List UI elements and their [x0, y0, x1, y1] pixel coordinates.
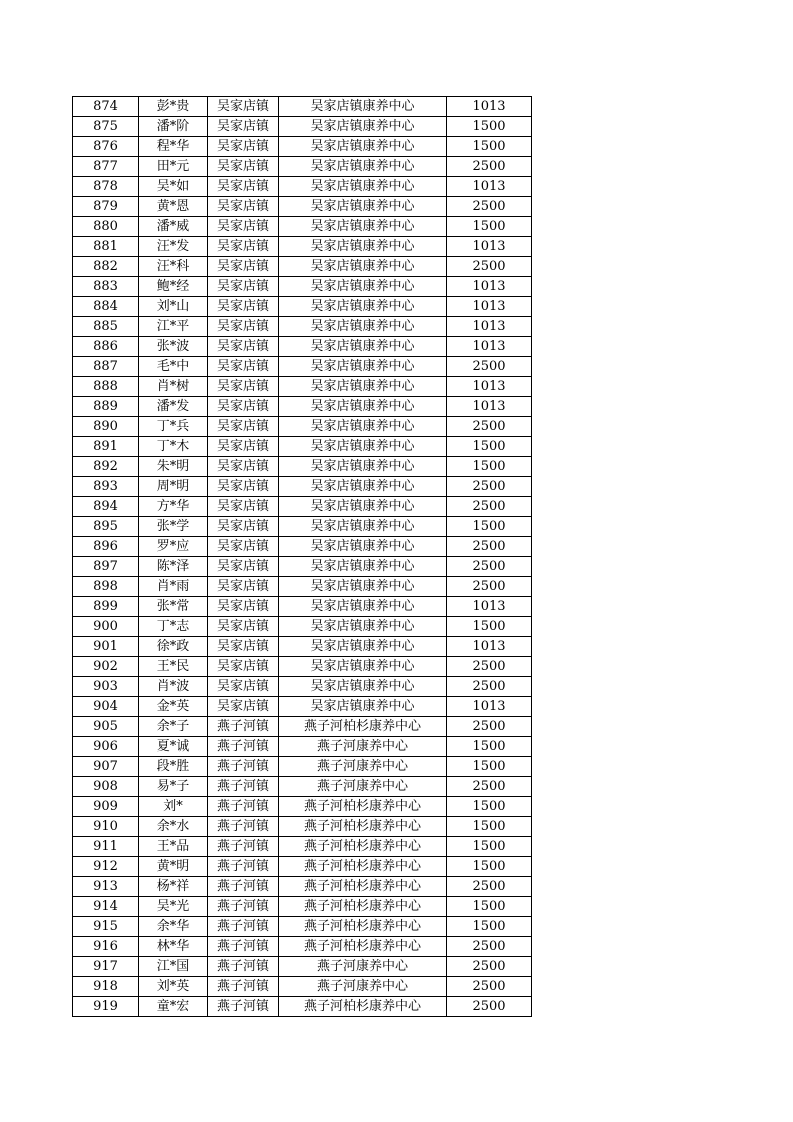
row-number-cell: 885: [73, 317, 139, 337]
table-row: [73, 377, 532, 397]
center-cell: 吴家店镇康养中心: [279, 237, 447, 257]
table-row: [73, 657, 532, 677]
row-number-cell: 917: [73, 957, 139, 977]
table-row: [73, 637, 532, 657]
amount-cell: 2500: [447, 957, 532, 977]
center-cell: 燕子河柏杉康养中心: [279, 917, 447, 937]
town-cell: 吴家店镇: [208, 557, 279, 577]
name-cell: 陈*泽: [139, 557, 208, 577]
amount-cell: 1500: [447, 737, 532, 757]
table-row: [73, 357, 532, 377]
amount-cell: 2500: [447, 557, 532, 577]
name-cell: 王*民: [139, 657, 208, 677]
name-cell: 丁*兵: [139, 417, 208, 437]
name-cell: 黄*明: [139, 857, 208, 877]
table-row: [73, 317, 532, 337]
amount-cell: 1500: [447, 117, 532, 137]
amount-cell: 2500: [447, 477, 532, 497]
amount-cell: 1013: [447, 337, 532, 357]
amount-cell: 1500: [447, 857, 532, 877]
amount-cell: 2500: [447, 937, 532, 957]
table-row: [73, 417, 532, 437]
row-number-cell: 879: [73, 197, 139, 217]
name-cell: 彭*贵: [139, 97, 208, 117]
table-row: [73, 537, 532, 557]
name-cell: 朱*明: [139, 457, 208, 477]
town-cell: 吴家店镇: [208, 277, 279, 297]
name-cell: 张*学: [139, 517, 208, 537]
center-cell: 吴家店镇康养中心: [279, 457, 447, 477]
table-row: [73, 757, 532, 777]
center-cell: 燕子河康养中心: [279, 737, 447, 757]
amount-cell: 1500: [447, 917, 532, 937]
name-cell: 徐*政: [139, 637, 208, 657]
center-cell: 吴家店镇康养中心: [279, 477, 447, 497]
town-cell: 吴家店镇: [208, 317, 279, 337]
table-row: [73, 497, 532, 517]
row-number-cell: 877: [73, 157, 139, 177]
table-row: [73, 157, 532, 177]
name-cell: 刘*: [139, 797, 208, 817]
name-cell: 刘*英: [139, 977, 208, 997]
table-row: [73, 297, 532, 317]
center-cell: 燕子河柏杉康养中心: [279, 897, 447, 917]
row-number-cell: 876: [73, 137, 139, 157]
amount-cell: 1500: [447, 457, 532, 477]
amount-cell: 2500: [447, 157, 532, 177]
row-number-cell: 900: [73, 617, 139, 637]
table-row: [73, 97, 532, 117]
town-cell: 吴家店镇: [208, 657, 279, 677]
center-cell: 吴家店镇康养中心: [279, 297, 447, 317]
center-cell: 燕子河康养中心: [279, 977, 447, 997]
town-cell: 吴家店镇: [208, 237, 279, 257]
town-cell: 吴家店镇: [208, 617, 279, 637]
center-cell: 吴家店镇康养中心: [279, 417, 447, 437]
row-number-cell: 906: [73, 737, 139, 757]
town-cell: 吴家店镇: [208, 357, 279, 377]
amount-cell: 1500: [447, 757, 532, 777]
center-cell: 吴家店镇康养中心: [279, 157, 447, 177]
name-cell: 童*宏: [139, 997, 208, 1017]
town-cell: 燕子河镇: [208, 737, 279, 757]
name-cell: 鲍*经: [139, 277, 208, 297]
table-row: [73, 517, 532, 537]
center-cell: 燕子河柏杉康养中心: [279, 857, 447, 877]
table-row: [73, 677, 532, 697]
name-cell: 丁*木: [139, 437, 208, 457]
amount-cell: 2500: [447, 257, 532, 277]
row-number-cell: 893: [73, 477, 139, 497]
town-cell: 吴家店镇: [208, 537, 279, 557]
center-cell: 燕子河柏杉康养中心: [279, 837, 447, 857]
row-number-cell: 903: [73, 677, 139, 697]
row-number-cell: 886: [73, 337, 139, 357]
row-number-cell: 892: [73, 457, 139, 477]
name-cell: 吴*光: [139, 897, 208, 917]
row-number-cell: 913: [73, 877, 139, 897]
amount-cell: 2500: [447, 657, 532, 677]
table-row: [73, 597, 532, 617]
table-row: [73, 797, 532, 817]
table-row: [73, 897, 532, 917]
table-row: [73, 397, 532, 417]
row-number-cell: 875: [73, 117, 139, 137]
town-cell: 燕子河镇: [208, 997, 279, 1017]
table-row: [73, 577, 532, 597]
row-number-cell: 874: [73, 97, 139, 117]
center-cell: 燕子河柏杉康养中心: [279, 997, 447, 1017]
center-cell: 吴家店镇康养中心: [279, 257, 447, 277]
table-row: [73, 477, 532, 497]
town-cell: 吴家店镇: [208, 397, 279, 417]
center-cell: 燕子河康养中心: [279, 777, 447, 797]
name-cell: 江*国: [139, 957, 208, 977]
table-row: [73, 717, 532, 737]
table-row: [73, 697, 532, 717]
table-row: [73, 137, 532, 157]
center-cell: 吴家店镇康养中心: [279, 317, 447, 337]
table-row: [73, 457, 532, 477]
row-number-cell: 905: [73, 717, 139, 737]
center-cell: 燕子河柏杉康养中心: [279, 817, 447, 837]
table-row: [73, 737, 532, 757]
town-cell: 吴家店镇: [208, 217, 279, 237]
center-cell: 吴家店镇康养中心: [279, 557, 447, 577]
row-number-cell: 896: [73, 537, 139, 557]
town-cell: 吴家店镇: [208, 117, 279, 137]
town-cell: 吴家店镇: [208, 337, 279, 357]
name-cell: 汪*发: [139, 237, 208, 257]
amount-cell: 2500: [447, 997, 532, 1017]
row-number-cell: 904: [73, 697, 139, 717]
row-number-cell: 911: [73, 837, 139, 857]
center-cell: 吴家店镇康养中心: [279, 217, 447, 237]
town-cell: 吴家店镇: [208, 477, 279, 497]
amount-cell: 1500: [447, 437, 532, 457]
name-cell: 余*水: [139, 817, 208, 837]
center-cell: 吴家店镇康养中心: [279, 177, 447, 197]
row-number-cell: 890: [73, 417, 139, 437]
name-cell: 肖*波: [139, 677, 208, 697]
table-row: [73, 877, 532, 897]
town-cell: 燕子河镇: [208, 757, 279, 777]
amount-cell: 2500: [447, 537, 532, 557]
name-cell: 夏*诚: [139, 737, 208, 757]
name-cell: 张*波: [139, 337, 208, 357]
row-number-cell: 909: [73, 797, 139, 817]
row-number-cell: 914: [73, 897, 139, 917]
center-cell: 吴家店镇康养中心: [279, 617, 447, 637]
row-number-cell: 919: [73, 997, 139, 1017]
town-cell: 吴家店镇: [208, 577, 279, 597]
amount-cell: 1013: [447, 177, 532, 197]
row-number-cell: 907: [73, 757, 139, 777]
name-cell: 易*子: [139, 777, 208, 797]
town-cell: 吴家店镇: [208, 637, 279, 657]
center-cell: 吴家店镇康养中心: [279, 577, 447, 597]
name-cell: 吴*如: [139, 177, 208, 197]
name-cell: 程*华: [139, 137, 208, 157]
center-cell: 吴家店镇康养中心: [279, 637, 447, 657]
town-cell: 燕子河镇: [208, 837, 279, 857]
row-number-cell: 880: [73, 217, 139, 237]
town-cell: 燕子河镇: [208, 917, 279, 937]
name-cell: 王*品: [139, 837, 208, 857]
amount-cell: 2500: [447, 497, 532, 517]
town-cell: 燕子河镇: [208, 957, 279, 977]
name-cell: 段*胜: [139, 757, 208, 777]
row-number-cell: 881: [73, 237, 139, 257]
table-row: [73, 337, 532, 357]
row-number-cell: 888: [73, 377, 139, 397]
center-cell: 燕子河柏杉康养中心: [279, 937, 447, 957]
name-cell: 江*平: [139, 317, 208, 337]
town-cell: 吴家店镇: [208, 437, 279, 457]
town-cell: 燕子河镇: [208, 897, 279, 917]
row-number-cell: 894: [73, 497, 139, 517]
center-cell: 吴家店镇康养中心: [279, 537, 447, 557]
row-number-cell: 912: [73, 857, 139, 877]
center-cell: 吴家店镇康养中心: [279, 337, 447, 357]
amount-cell: 1500: [447, 837, 532, 857]
row-number-cell: 908: [73, 777, 139, 797]
town-cell: 吴家店镇: [208, 137, 279, 157]
name-cell: 潘*阶: [139, 117, 208, 137]
center-cell: 吴家店镇康养中心: [279, 97, 447, 117]
amount-cell: 2500: [447, 577, 532, 597]
amount-cell: 1013: [447, 277, 532, 297]
town-cell: 燕子河镇: [208, 717, 279, 737]
amount-cell: 2500: [447, 197, 532, 217]
town-cell: 燕子河镇: [208, 937, 279, 957]
town-cell: 吴家店镇: [208, 597, 279, 617]
row-number-cell: 902: [73, 657, 139, 677]
amount-cell: 2500: [447, 677, 532, 697]
name-cell: 杨*祥: [139, 877, 208, 897]
amount-cell: 1500: [447, 137, 532, 157]
center-cell: 吴家店镇康养中心: [279, 197, 447, 217]
row-number-cell: 882: [73, 257, 139, 277]
table-row: [73, 277, 532, 297]
table-row: [73, 857, 532, 877]
row-number-cell: 910: [73, 817, 139, 837]
center-cell: 吴家店镇康养中心: [279, 357, 447, 377]
town-cell: 燕子河镇: [208, 877, 279, 897]
amount-cell: 1013: [447, 637, 532, 657]
amount-cell: 1013: [447, 317, 532, 337]
name-cell: 余*子: [139, 717, 208, 737]
town-cell: 吴家店镇: [208, 257, 279, 277]
center-cell: 吴家店镇康养中心: [279, 697, 447, 717]
name-cell: 林*华: [139, 937, 208, 957]
town-cell: 吴家店镇: [208, 697, 279, 717]
amount-cell: 2500: [447, 357, 532, 377]
town-cell: 燕子河镇: [208, 777, 279, 797]
amount-cell: 1013: [447, 377, 532, 397]
name-cell: 潘*发: [139, 397, 208, 417]
row-number-cell: 878: [73, 177, 139, 197]
row-number-cell: 898: [73, 577, 139, 597]
name-cell: 罗*应: [139, 537, 208, 557]
table-row: [73, 917, 532, 937]
amount-cell: 1500: [447, 797, 532, 817]
table-row: [73, 817, 532, 837]
town-cell: 吴家店镇: [208, 197, 279, 217]
name-cell: 肖*雨: [139, 577, 208, 597]
name-cell: 余*华: [139, 917, 208, 937]
amount-cell: 1013: [447, 697, 532, 717]
amount-cell: 1013: [447, 97, 532, 117]
town-cell: 吴家店镇: [208, 457, 279, 477]
row-number-cell: 901: [73, 637, 139, 657]
table-row: [73, 557, 532, 577]
amount-cell: 1500: [447, 217, 532, 237]
name-cell: 方*华: [139, 497, 208, 517]
name-cell: 毛*中: [139, 357, 208, 377]
town-cell: 吴家店镇: [208, 157, 279, 177]
name-cell: 田*元: [139, 157, 208, 177]
table-row: [73, 177, 532, 197]
center-cell: 吴家店镇康养中心: [279, 397, 447, 417]
row-number-cell: 916: [73, 937, 139, 957]
town-cell: 吴家店镇: [208, 377, 279, 397]
row-number-cell: 891: [73, 437, 139, 457]
amount-cell: 1500: [447, 897, 532, 917]
table-body: [73, 97, 532, 1017]
table-row: [73, 937, 532, 957]
row-number-cell: 918: [73, 977, 139, 997]
table-row: [73, 117, 532, 137]
town-cell: 燕子河镇: [208, 857, 279, 877]
town-cell: 燕子河镇: [208, 817, 279, 837]
amount-cell: 1500: [447, 617, 532, 637]
center-cell: 燕子河康养中心: [279, 757, 447, 777]
town-cell: 吴家店镇: [208, 517, 279, 537]
center-cell: 燕子河柏杉康养中心: [279, 797, 447, 817]
center-cell: 吴家店镇康养中心: [279, 677, 447, 697]
center-cell: 吴家店镇康养中心: [279, 437, 447, 457]
row-number-cell: 887: [73, 357, 139, 377]
center-cell: 吴家店镇康养中心: [279, 277, 447, 297]
center-cell: 吴家店镇康养中心: [279, 597, 447, 617]
table-row: [73, 437, 532, 457]
data-table: [72, 96, 532, 1017]
table-row: [73, 197, 532, 217]
town-cell: 吴家店镇: [208, 497, 279, 517]
name-cell: 潘*威: [139, 217, 208, 237]
table-row: [73, 957, 532, 977]
name-cell: 肖*树: [139, 377, 208, 397]
center-cell: 燕子河康养中心: [279, 957, 447, 977]
center-cell: 燕子河柏杉康养中心: [279, 877, 447, 897]
row-number-cell: 897: [73, 557, 139, 577]
amount-cell: 1013: [447, 237, 532, 257]
amount-cell: 2500: [447, 777, 532, 797]
town-cell: 吴家店镇: [208, 297, 279, 317]
center-cell: 吴家店镇康养中心: [279, 377, 447, 397]
town-cell: 吴家店镇: [208, 97, 279, 117]
center-cell: 吴家店镇康养中心: [279, 657, 447, 677]
table-row: [73, 777, 532, 797]
center-cell: 吴家店镇康养中心: [279, 497, 447, 517]
amount-cell: 1500: [447, 817, 532, 837]
amount-cell: 1013: [447, 297, 532, 317]
table-row: [73, 977, 532, 997]
name-cell: 金*英: [139, 697, 208, 717]
amount-cell: 2500: [447, 977, 532, 997]
amount-cell: 2500: [447, 417, 532, 437]
row-number-cell: 884: [73, 297, 139, 317]
amount-cell: 1013: [447, 597, 532, 617]
name-cell: 刘*山: [139, 297, 208, 317]
center-cell: 燕子河柏杉康养中心: [279, 717, 447, 737]
table-row: [73, 837, 532, 857]
row-number-cell: 915: [73, 917, 139, 937]
town-cell: 燕子河镇: [208, 977, 279, 997]
row-number-cell: 883: [73, 277, 139, 297]
name-cell: 黄*恩: [139, 197, 208, 217]
amount-cell: 1013: [447, 397, 532, 417]
town-cell: 吴家店镇: [208, 177, 279, 197]
table-row: [73, 217, 532, 237]
row-number-cell: 899: [73, 597, 139, 617]
name-cell: 张*常: [139, 597, 208, 617]
table-row: [73, 257, 532, 277]
amount-cell: 1500: [447, 517, 532, 537]
table-row: [73, 617, 532, 637]
town-cell: 吴家店镇: [208, 677, 279, 697]
name-cell: 周*明: [139, 477, 208, 497]
name-cell: 汪*科: [139, 257, 208, 277]
amount-cell: 2500: [447, 877, 532, 897]
center-cell: 吴家店镇康养中心: [279, 517, 447, 537]
amount-cell: 2500: [447, 717, 532, 737]
town-cell: 吴家店镇: [208, 417, 279, 437]
table-row: [73, 997, 532, 1017]
name-cell: 丁*志: [139, 617, 208, 637]
row-number-cell: 889: [73, 397, 139, 417]
row-number-cell: 895: [73, 517, 139, 537]
center-cell: 吴家店镇康养中心: [279, 137, 447, 157]
table-row: [73, 237, 532, 257]
center-cell: 吴家店镇康养中心: [279, 117, 447, 137]
town-cell: 燕子河镇: [208, 797, 279, 817]
